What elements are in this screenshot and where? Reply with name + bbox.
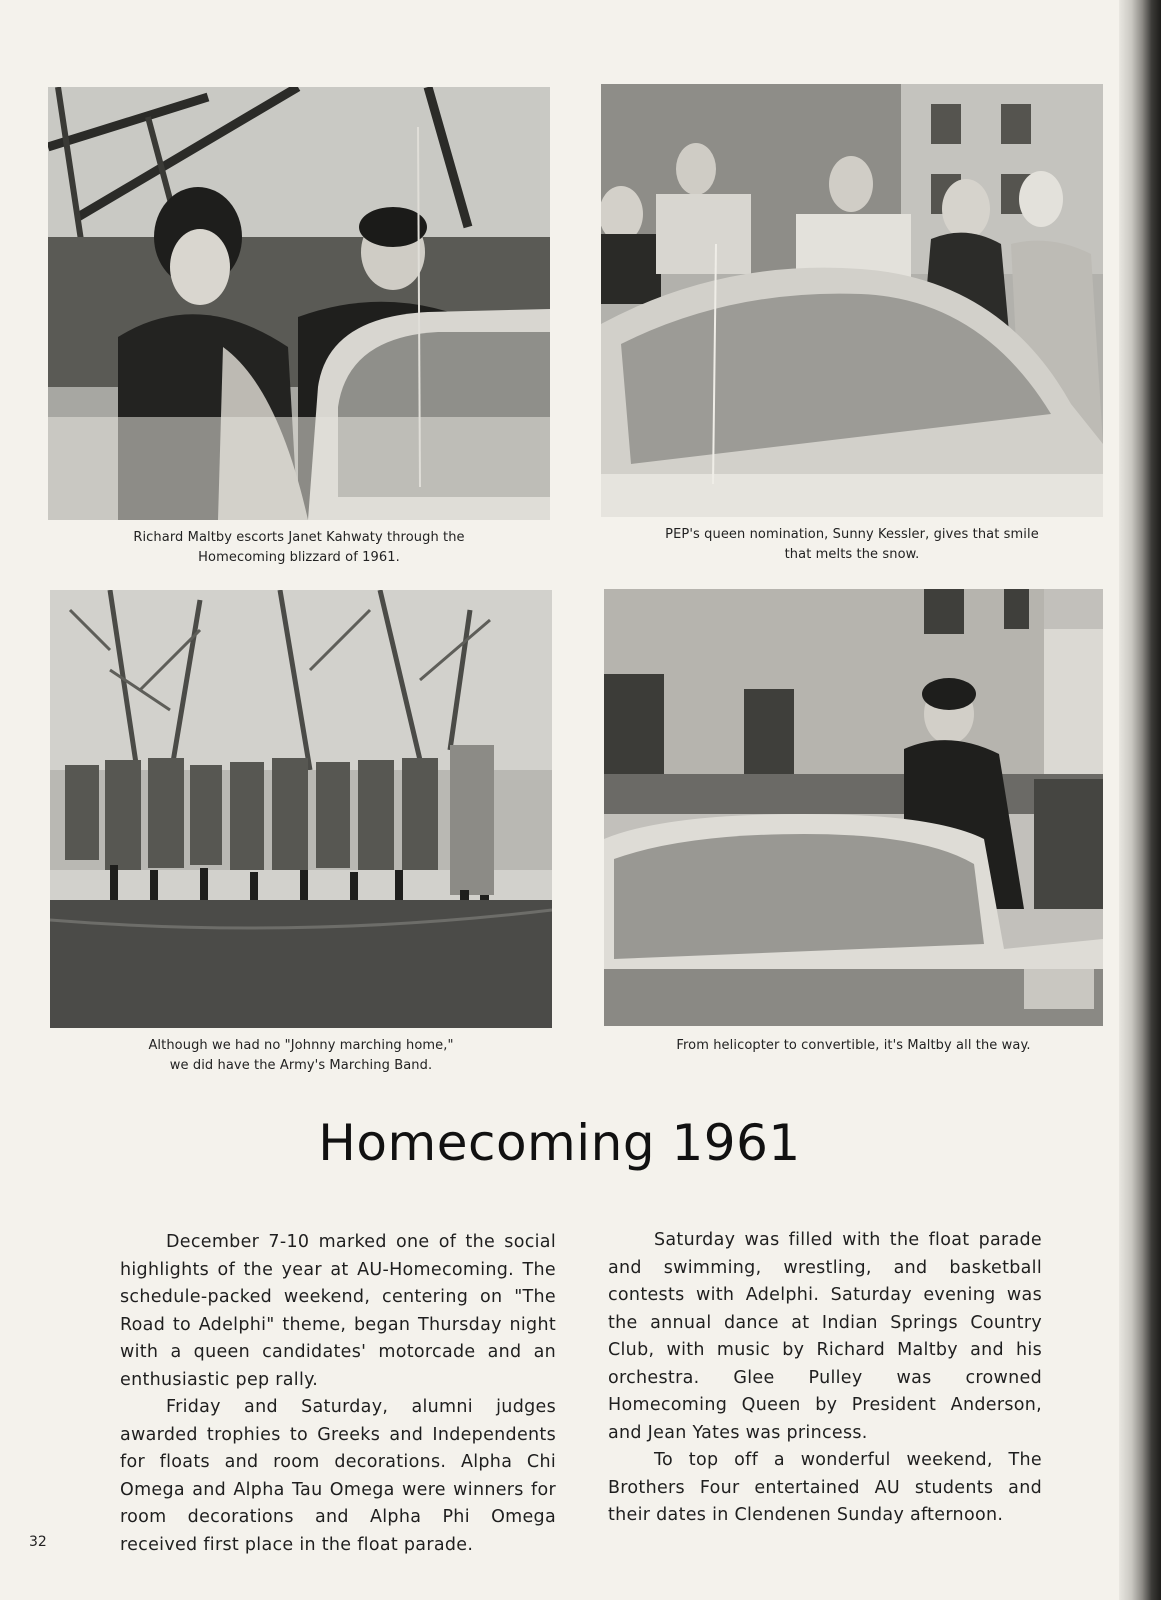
article-title: Homecoming 1961	[318, 1114, 801, 1172]
photo-maltby-kahwaty	[48, 87, 550, 520]
article-right-column	[608, 1227, 1042, 1530]
caption-line: Homecoming blizzard of 1961.	[198, 550, 400, 565]
article-paragraph: Saturday was filled with the float parade and swimming, wrestling, and basketball contests with Adelphi. Saturday evening was the annual dance at Indian Springs Country Club, with music by Richard Maltby and his orchestra. Glee Pulley was crowned Homecoming Queen by President Anderson, and Jean Yates was princess.	[608, 1230, 1042, 1443]
page-binding-edge	[1119, 0, 1161, 1600]
caption-line: PEP's queen nomination, Sunny Kessler, gives that smile	[665, 527, 1039, 542]
article-paragraph: December 7-10 marked one of the social highlights of the year at AU-Homecoming. The schedule-packed weekend, centering on "The Road to Adelphi" theme, began Thursday night with a queen candidates' motorcade and an enthusiastic pep rally.	[120, 1232, 556, 1390]
caption-maltby-kahwaty	[48, 528, 550, 568]
caption-sunny-kessler	[601, 525, 1103, 565]
article-left-column	[120, 1229, 556, 1559]
caption-line: we did have the Army's Marching Band.	[169, 1058, 433, 1073]
caption-line: that melts the snow.	[784, 547, 920, 562]
page-number: 32	[29, 1534, 47, 1550]
photo-marching-band	[50, 590, 552, 1028]
photo-sunny-kessler	[601, 84, 1103, 517]
photo-maltby-convertible	[604, 589, 1103, 1026]
caption-line: From helicopter to convertible, it's Maltby all the way.	[676, 1038, 1031, 1053]
caption-line: Although we had no "Johnny marching home,"	[148, 1038, 454, 1053]
caption-marching-band	[50, 1036, 552, 1076]
caption-maltby-convertible	[604, 1036, 1103, 1056]
caption-line: Richard Maltby escorts Janet Kahwaty through the	[133, 530, 465, 545]
article-paragraph: To top off a wonderful weekend, The Brothers Four entertained AU students and their dates in Clendenen Sunday afternoon.	[608, 1450, 1042, 1525]
article-paragraph: Friday and Saturday, alumni judges awarded trophies to Greeks and Independents for floats and room decorations. Alpha Chi Omega and Alpha Tau Omega were winners for room decorations and Alpha Phi Omega received first place in the float parade.	[120, 1397, 556, 1555]
